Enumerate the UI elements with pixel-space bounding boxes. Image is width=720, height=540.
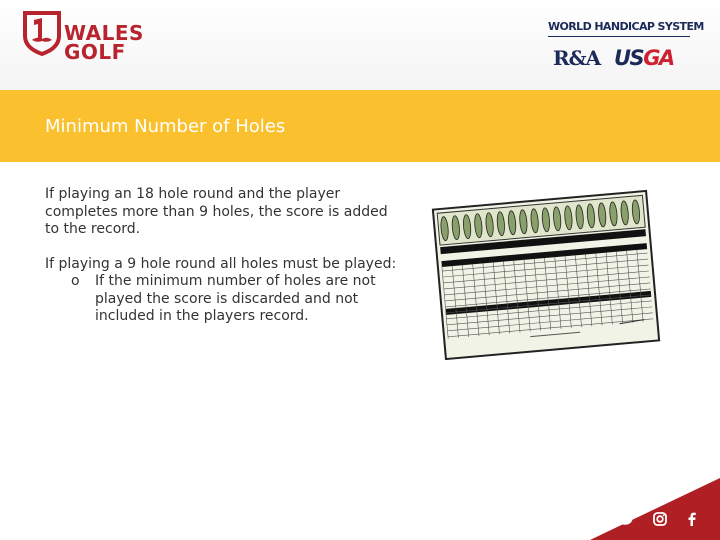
- scorecard-illustration: [425, 180, 667, 370]
- body-text: [45, 186, 400, 326]
- paragraph-18-hole: If playing an 18 hole round and the player completes more than 9 holes, the score is added to the record.: [45, 186, 388, 237]
- wales-golf-shield-icon: [22, 10, 62, 56]
- whs-logo-group[interactable]: [548, 20, 704, 75]
- ra-logo: R&A: [553, 46, 601, 70]
- wales-golf-wordmark: [64, 21, 144, 64]
- wales-logo-line2: GOLF: [64, 40, 126, 64]
- facebook-icon[interactable]: [683, 510, 701, 528]
- twitter-icon[interactable]: [618, 510, 636, 528]
- slide-title: Minimum Number of Holes: [45, 116, 286, 137]
- title-banner: [0, 90, 720, 162]
- wales-golf-logo[interactable]: [22, 10, 142, 66]
- usga-logo: [614, 46, 674, 70]
- wales-logo-line1: WALES: [64, 21, 144, 45]
- bullet-marker: o: [71, 273, 80, 289]
- instagram-icon[interactable]: [651, 510, 669, 528]
- whs-title: WORLD HANDICAP SYSTEM: [548, 20, 690, 37]
- bullet-text: If the minimum number of holes are not played the score is discarded and not included in the players record.: [95, 273, 376, 324]
- bullet-item: [45, 273, 400, 326]
- usga-logo-main: US: [614, 46, 644, 70]
- usga-logo-accent: GA: [643, 46, 674, 70]
- paragraph-9-hole: If playing a 9 hole round all holes must be played:: [45, 255, 397, 272]
- header: [0, 0, 720, 90]
